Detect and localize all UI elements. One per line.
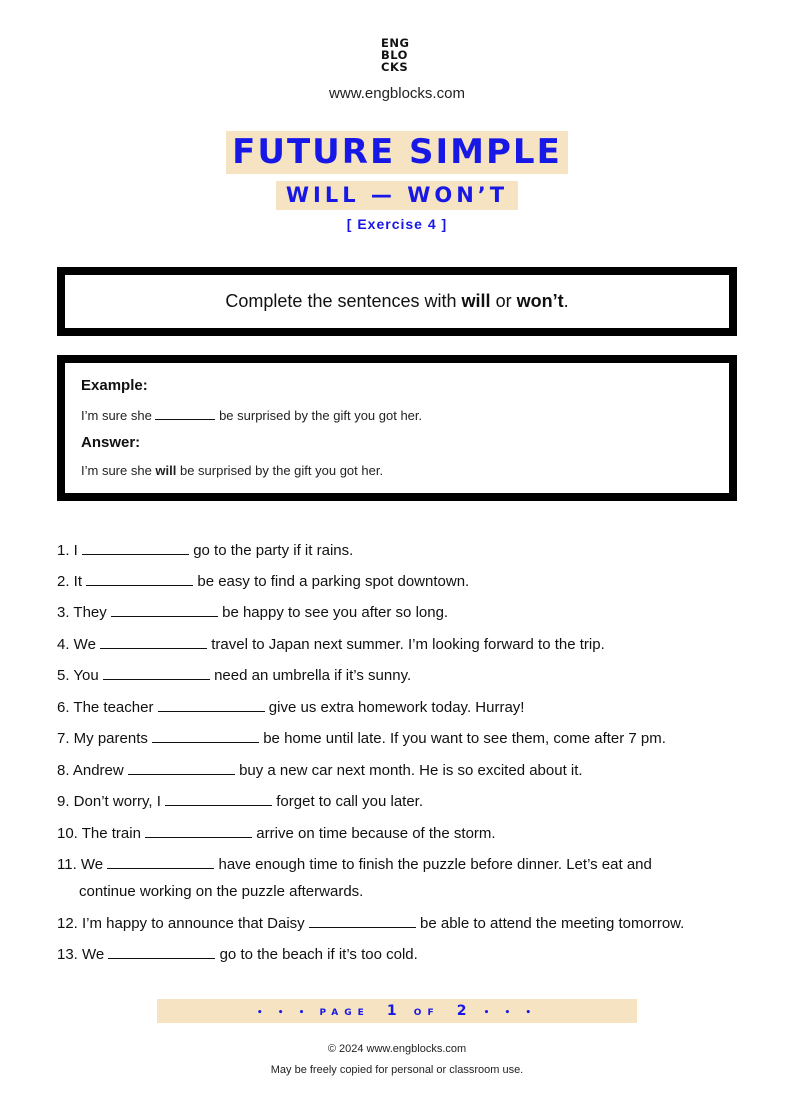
site-url[interactable]: www.engblocks.com bbox=[329, 85, 465, 102]
question-1-after: go to the party if it rains. bbox=[193, 542, 354, 559]
question-2-blank[interactable] bbox=[86, 584, 193, 586]
example-heading: Example: bbox=[81, 377, 148, 394]
logo-line-1: ENG bbox=[381, 36, 410, 50]
question-7-after: be home until late. If you want to see them, come after 7 pm. bbox=[263, 730, 666, 747]
answer-word: will bbox=[155, 463, 177, 478]
copyright-text: © 2024 www.engblocks.com bbox=[327, 1043, 467, 1055]
question-6 bbox=[57, 699, 524, 716]
page-indicator bbox=[157, 999, 637, 1023]
answer-before: I’m sure she bbox=[81, 463, 156, 478]
question-10-before: 10. The train bbox=[57, 825, 141, 842]
question-9 bbox=[57, 793, 423, 810]
question-4-before: 4. We bbox=[57, 636, 96, 653]
question-11-blank[interactable] bbox=[107, 867, 214, 869]
question-1-blank[interactable] bbox=[82, 553, 189, 555]
example-sentence bbox=[81, 408, 422, 423]
question-11 bbox=[57, 856, 652, 873]
answer-after: be surprised by the gift you got her. bbox=[176, 463, 384, 478]
question-11-before: 11. We bbox=[57, 856, 104, 873]
example-blank bbox=[155, 418, 215, 420]
of-label: OF bbox=[413, 1008, 440, 1018]
engblocks-logo bbox=[381, 37, 415, 73]
question-2-after: be easy to find a parking spot downtown. bbox=[197, 573, 470, 590]
question-5-blank[interactable] bbox=[103, 678, 210, 680]
total-pages: 2 bbox=[456, 1003, 467, 1019]
question-12-blank[interactable] bbox=[309, 926, 416, 928]
question-6-before: 6. The teacher bbox=[57, 699, 154, 716]
exercise-label: [ Exercise 4 ] bbox=[346, 216, 448, 232]
question-13-before: 13. We bbox=[57, 946, 105, 963]
question-10-blank[interactable] bbox=[145, 836, 252, 838]
logo-line-2: BLO bbox=[381, 48, 408, 62]
question-1 bbox=[57, 542, 353, 559]
question-5-before: 5. You bbox=[57, 667, 99, 684]
question-5 bbox=[57, 667, 411, 684]
dots-left: • • • bbox=[256, 1008, 311, 1018]
question-4 bbox=[57, 636, 605, 653]
instruction-box bbox=[57, 267, 737, 336]
question-3-blank[interactable] bbox=[111, 615, 218, 617]
question-7 bbox=[57, 730, 666, 747]
question-12-before: 12. I’m happy to announce that Daisy bbox=[57, 915, 305, 932]
usage-note: May be freely copied for personal or classroom use. bbox=[270, 1064, 524, 1076]
page-label: PAGE bbox=[319, 1008, 370, 1018]
question-7-before: 7. My parents bbox=[57, 730, 148, 747]
question-1-before: 1. I bbox=[57, 542, 78, 559]
question-13 bbox=[57, 946, 418, 963]
question-11-after: have enough time to finish the puzzle before dinner. Let’s eat and bbox=[218, 856, 652, 873]
question-10 bbox=[57, 825, 496, 842]
dots-right: • • • bbox=[483, 1008, 538, 1018]
page-title: FUTURE SIMPLE bbox=[226, 131, 568, 174]
question-9-after: forget to call you later. bbox=[276, 793, 424, 810]
instruction-suffix: . bbox=[563, 291, 569, 311]
question-8-before: 8. Andrew bbox=[57, 762, 124, 779]
question-6-blank[interactable] bbox=[158, 710, 265, 712]
question-3-after: be happy to see you after so long. bbox=[222, 604, 449, 621]
example-before: I’m sure she bbox=[81, 408, 152, 423]
page-subtitle: WILL — WON’T bbox=[276, 181, 518, 210]
instruction-word-wont: won’t bbox=[516, 291, 564, 311]
question-2 bbox=[57, 573, 469, 590]
question-7-blank[interactable] bbox=[152, 741, 259, 743]
question-8 bbox=[57, 762, 583, 779]
example-box bbox=[57, 355, 737, 501]
question-13-blank[interactable] bbox=[108, 957, 215, 959]
question-3-before: 3. They bbox=[57, 604, 107, 621]
instruction-prefix: Complete the sentences with bbox=[225, 291, 462, 311]
question-11-continuation: continue working on the puzzle afterwards. bbox=[79, 883, 364, 900]
question-3 bbox=[57, 604, 448, 621]
question-8-after: buy a new car next month. He is so excited about it. bbox=[239, 762, 583, 779]
answer-heading: Answer: bbox=[81, 434, 141, 451]
question-9-blank[interactable] bbox=[165, 804, 272, 806]
question-5-after: need an umbrella if it’s sunny. bbox=[214, 667, 412, 684]
question-10-after: arrive on time because of the storm. bbox=[256, 825, 496, 842]
question-9-before: 9. Don’t worry, I bbox=[57, 793, 161, 810]
question-6-after: give us extra homework today. Hurray! bbox=[268, 699, 525, 716]
example-after: be surprised by the gift you got her. bbox=[219, 408, 423, 423]
answer-sentence bbox=[81, 463, 383, 478]
current-page: 1 bbox=[386, 1003, 397, 1019]
question-13-after: go to the beach if it’s too cold. bbox=[219, 946, 418, 963]
instruction-middle: or bbox=[490, 291, 517, 311]
question-8-blank[interactable] bbox=[128, 773, 235, 775]
question-2-before: 2. It bbox=[57, 573, 83, 590]
question-12-after: be able to attend the meeting tomorrow. bbox=[420, 915, 685, 932]
question-4-blank[interactable] bbox=[100, 647, 207, 649]
question-12 bbox=[57, 915, 684, 932]
instruction-word-will: will bbox=[461, 291, 491, 311]
logo-line-3: CKS bbox=[381, 60, 409, 74]
question-4-after: travel to Japan next summer. I’m looking forward to the trip. bbox=[211, 636, 605, 653]
